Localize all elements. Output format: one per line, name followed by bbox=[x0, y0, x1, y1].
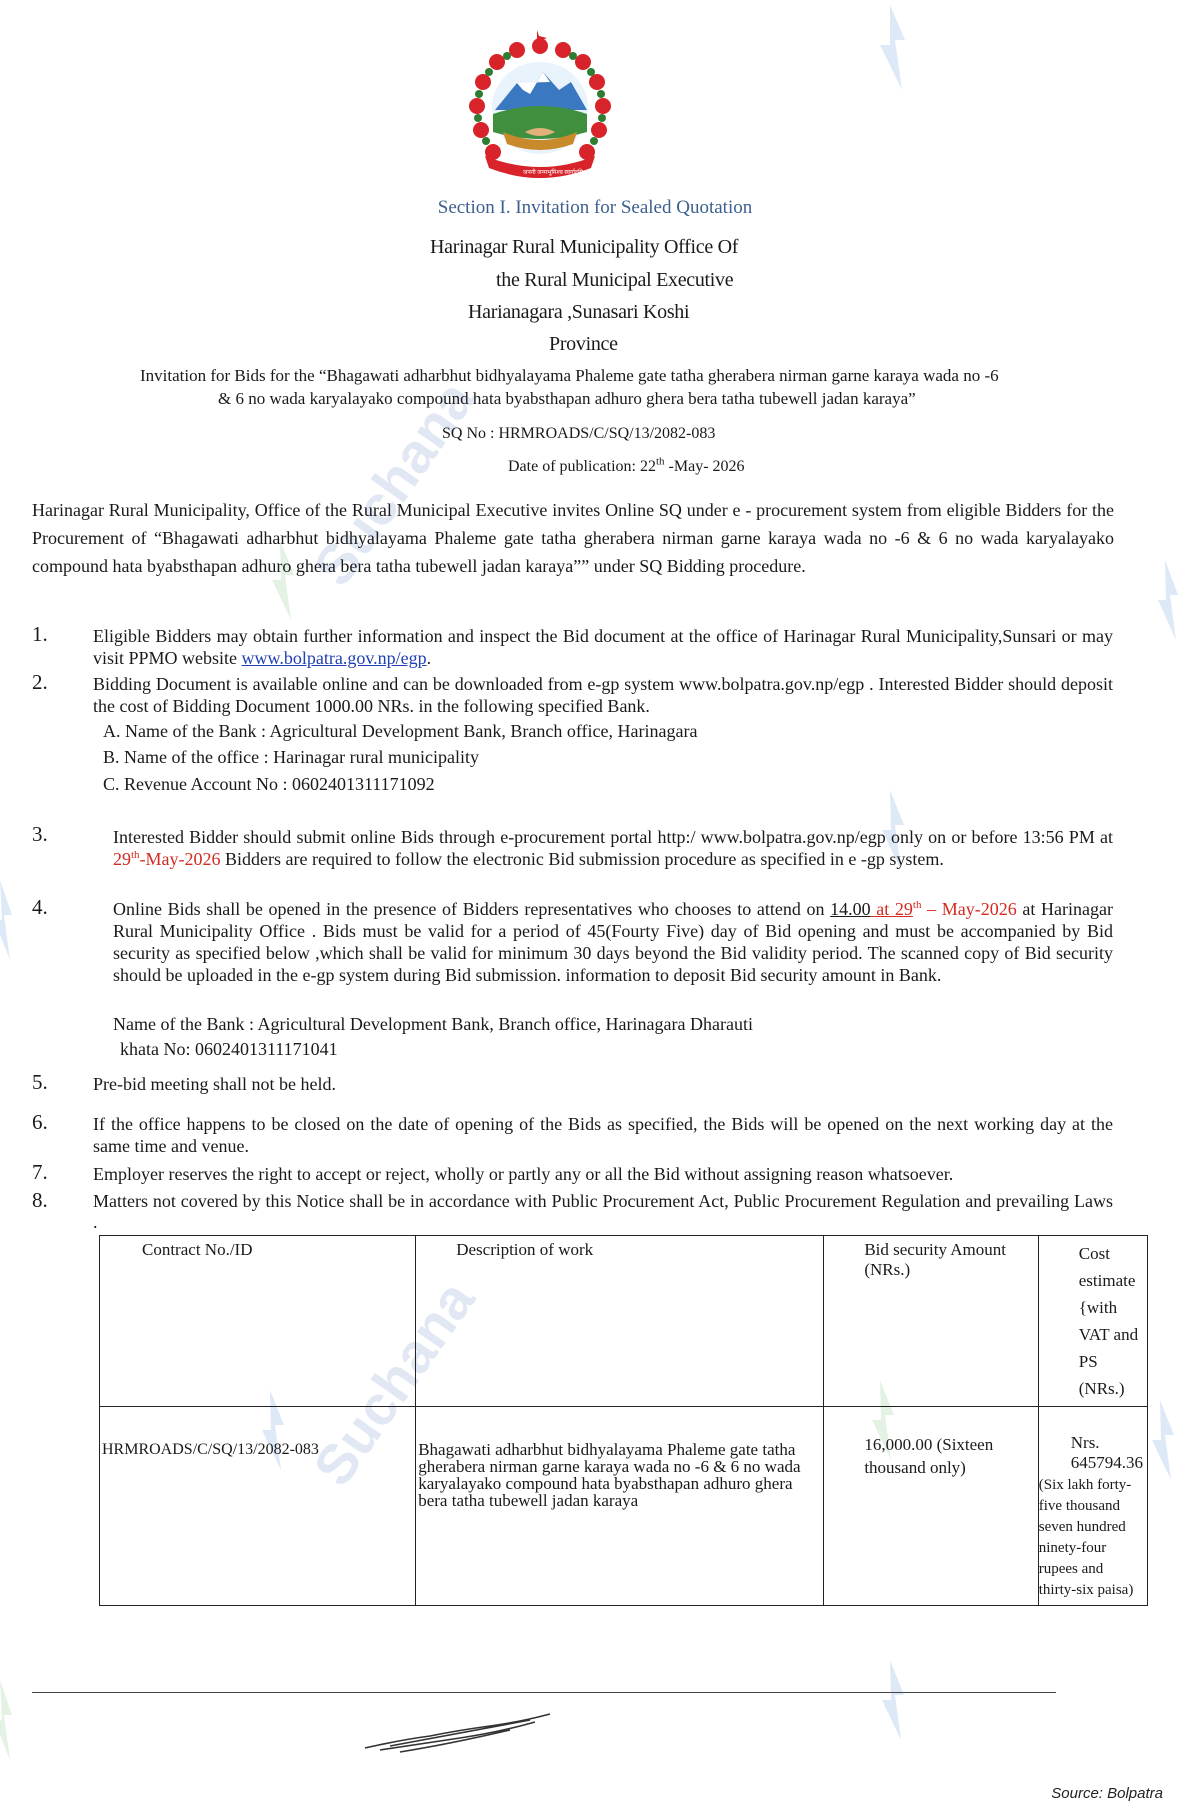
sq-number: SQ No : HRMROADS/C/SQ/13/2082-083 bbox=[442, 425, 716, 442]
bid-table bbox=[99, 1235, 1148, 1606]
item-2-revenue-account: C. Revenue Account No : 0602401311171092 bbox=[103, 774, 435, 794]
item-4-bank: Name of the Bank : Agricultural Development Bank, Branch office, Harinagara Dharauti bbox=[113, 1014, 753, 1034]
item-2-text: Bidding Document is available online and can be downloaded from e-gp system www.bolpatra.gov.np/egp . Interested Bidder should deposit the cost of Bidding Document 1000.00 NRs. in the following specified Bank. bbox=[93, 674, 1113, 716]
cost-in-words: (Six lakh forty-five thousand seven hundred ninety-four rupees and thirty-six paisa) bbox=[1038, 1477, 1134, 1598]
item-number-6: 6. bbox=[32, 1110, 48, 1134]
item-8-text: Matters not covered by this Notice shall be in accordance with Public Procurement Act, Public Procurement Regulation and prevailing Laws . bbox=[93, 1191, 1113, 1232]
item-4-text: Online Bids shall be opened in the presence of Bidders representatives who chooses to attend on 14.00 at 29th – May-2026 at Harinagar Rural Municipality Office . Bids must be valid for a period of 45(Fourty Five) day of Bid opening and must be accompanied by Bid security as specified below ,which shall be valid for minimum 30 days beyond the Bid validity period. The scanned copy of Bid security should be uploaded in the e-gp system during Bid submission. information to deposit Bid security amount in Bank. bbox=[113, 899, 1113, 985]
header-contract-no: Contract No./ID bbox=[100, 1236, 416, 1407]
source-credit: Source: Bolpatra bbox=[1051, 1785, 1163, 1802]
header-description: Description of work bbox=[416, 1236, 824, 1407]
bolpatra-link[interactable]: www.bolpatra.gov.np/egp bbox=[241, 648, 427, 668]
item-number-4: 4. bbox=[32, 895, 48, 919]
item-6-text: If the office happens to be closed on the date of opening of the Bids as specified, the Bids will be opened on the next working day at the same time and venue. bbox=[93, 1114, 1113, 1156]
office-line-4: Province bbox=[549, 333, 618, 355]
cell-contract-no: HRMROADS/C/SQ/13/2082-083 bbox=[100, 1407, 416, 1606]
section-title: Section I. Invitation for Sealed Quotation bbox=[437, 197, 753, 218]
item-number-5: 5. bbox=[32, 1070, 48, 1094]
cell-cost-estimate bbox=[1038, 1407, 1147, 1606]
intro-paragraph: Harinagar Rural Municipality, Office of the Rural Municipal Executive invites Online SQ under e - procurement system from eligible Bidders for the Procurement of “Bhagawati adharbhut bidhyalayama Phaleme gate tatha gherabera nirman garne karaya wada no -6 & 6 no wada karyalayako compound hata byabsthapan adhuro ghera bera tatha tubewell jadan karaya”” under SQ Bidding procedure. bbox=[32, 500, 1114, 576]
watermark-text: Suchana bbox=[300, 369, 487, 597]
item-number-3: 3. bbox=[32, 822, 48, 846]
publication-date: Date of publication: 22th -May- 2026 bbox=[508, 455, 745, 475]
item-number-8: 8. bbox=[32, 1188, 48, 1212]
table-header-row bbox=[100, 1236, 1148, 1407]
item-2-bank: A. Name of the Bank : Agricultural Development Bank, Branch office, Harinagara bbox=[103, 721, 698, 741]
cell-bid-security: 16,000.00 (Sixteen thousand only) bbox=[824, 1407, 1038, 1606]
table-row bbox=[100, 1407, 1148, 1606]
header-bid-security: Bid security Amount (NRs.) bbox=[824, 1236, 1038, 1407]
item-2-office: B. Name of the office : Harinagar rural municipality bbox=[103, 747, 480, 767]
item-5-text: Pre-bid meeting shall not be held. bbox=[93, 1074, 336, 1094]
cell-description: Bhagawati adharbhut bidhyalayama Phaleme gate tatha gherabera nirman garne karaya wada no -6 & 6 no wada karyalayako compound hata byabsthapan adhuro ghera bera tatha tubewell jadan karaya bbox=[416, 1407, 824, 1606]
item-4-khata: khata No: 0602401311171041 bbox=[120, 1039, 338, 1059]
item-1-text: Eligible Bidders may obtain further information and inspect the Bid document at the office of Harinagar Rural Municipality,Sunsari or may visit PPMO website www.bolpatra.gov.np/egp. bbox=[93, 626, 1113, 668]
header-cost-estimate: Cost estimate {with VAT and PS (NRs.) bbox=[1038, 1236, 1147, 1407]
invitation-line-1: Invitation for Bids for the “Bhagawati adharbhut bidhyalayama Phaleme gate tatha gherabera nirman garne karaya wada no -6 bbox=[140, 366, 999, 385]
signature bbox=[360, 1700, 560, 1760]
footer-divider bbox=[32, 1692, 1056, 1693]
cost-amount: Nrs. 645794.36 bbox=[1070, 1433, 1143, 1472]
office-line-3: Harianagara ,Sunasari Koshi bbox=[468, 301, 690, 323]
item-3-text: Interested Bidder should submit online Bids through e-procurement portal http:/ www.bolpatra.gov.np/egp only on or before 13:56 PM at 29th-May-2026 Bidders are required to follow the electronic Bid submission procedure as specified in e -gp system. bbox=[113, 827, 1113, 869]
item-number-2: 2. bbox=[32, 670, 48, 694]
invitation-line-2: & 6 no wada karyalayako compound hata byabsthapan adhuro ghera bera tatha tubewell jadan karaya” bbox=[218, 389, 916, 408]
item-number-7: 7. bbox=[32, 1160, 48, 1184]
office-line-1: Harinagar Rural Municipality Office Of bbox=[430, 236, 739, 258]
watermark-text-2: Suchana bbox=[300, 1269, 487, 1497]
office-line-2: the Rural Municipal Executive bbox=[496, 269, 734, 291]
item-7-text: Employer reserves the right to accept or reject, wholly or partly any or all the Bid without assigning reason whatsoever. bbox=[93, 1164, 954, 1184]
item-number-1: 1. bbox=[32, 622, 48, 646]
emblem-motto: जननी जन्मभूमिश्च स्वर्गादपि गरीयसी bbox=[523, 170, 602, 176]
